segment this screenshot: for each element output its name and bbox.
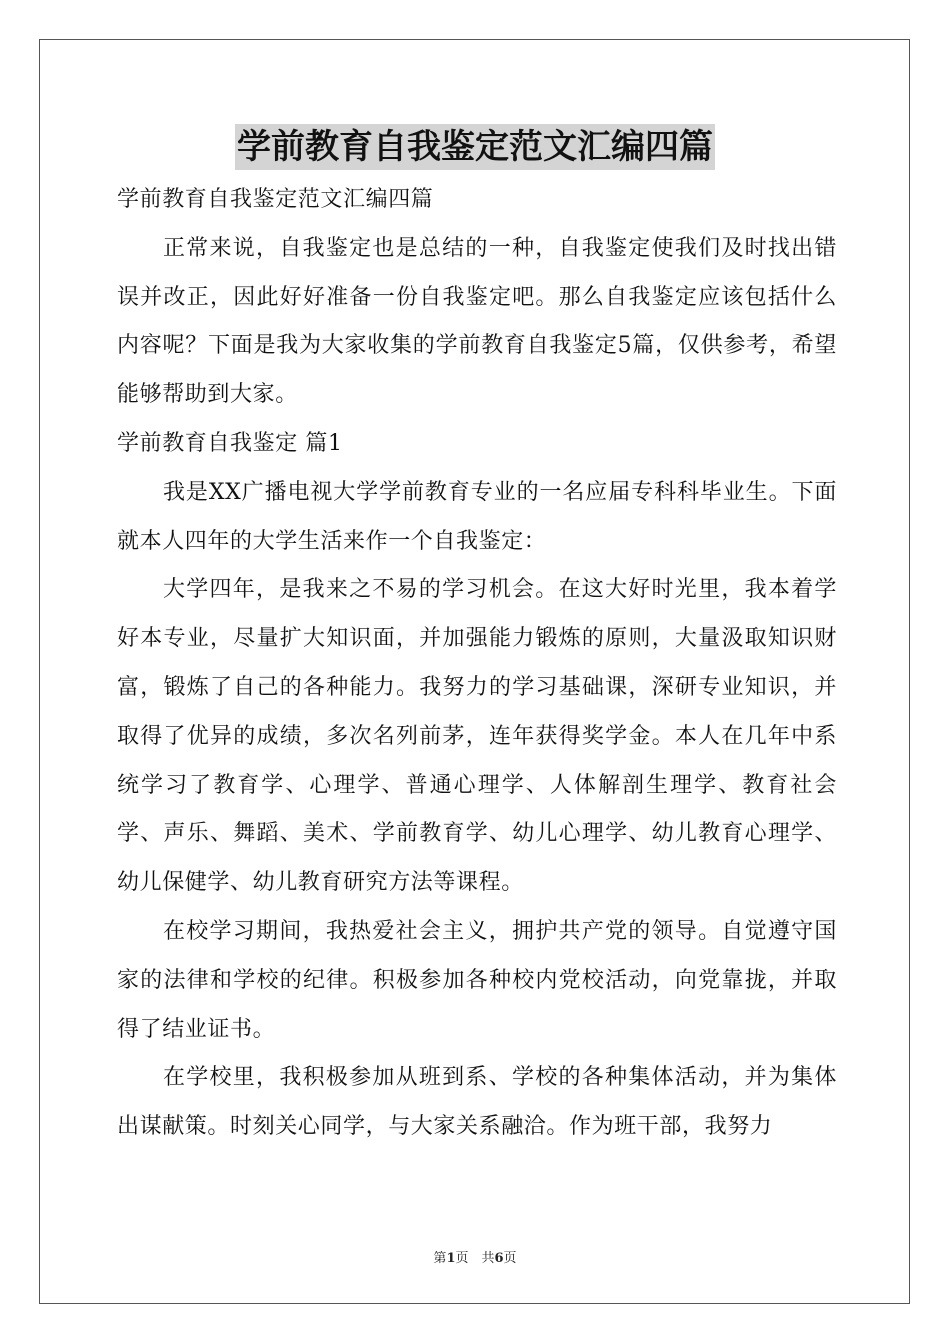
footer-page-suffix: 页 [503,1251,517,1266]
body-paragraph: 在校学习期间，我热爱社会主义，拥护共产党的领导。自觉遵守国家的法律和学校的纪律。积极参加各种校内党校活动，向党靠拢，并取得了结业证书。 [117,918,837,1042]
section-heading: 学前教育自我鉴定 篇1 [117,430,343,456]
document-title [0,124,950,170]
footer-page-total: 6 [494,1251,504,1266]
subtitle-paragraph: 学前教育自我鉴定范文汇编四篇 [117,187,434,212]
body-paragraph: 大学四年，是我来之不易的学习机会。在这大好时光里，我本着学好本专业，尽量扩大知识面，并加强能力锻炼的原则，大量汲取知识财富，锻炼了自己的各种能力。我努力的学习基础课，深研专业知识，并取得了优异的成绩，多次名列前茅，连年获得奖学金。本人在几年中系统学习了教育学、心理学、普通心理学、人体解剖生理学、教育社会学、声乐、舞蹈、美术、学前教育学、幼儿心理学、幼儿教育心理学、幼儿保健学、幼儿教育研究方法等课程。 [117,577,837,896]
footer-page-mid: 页 共 [455,1251,495,1266]
document-body [117,176,837,1152]
footer-page-prefix: 第 [433,1251,447,1266]
body-paragraph: 我是XX广播电视大学学前教育专业的一名应届专科科毕业生。下面就本人四年的大学生活来作一个自我鉴定： [117,479,837,554]
intro-paragraph: 正常来说，自我鉴定也是总结的一种，自我鉴定使我们及时找出错误并改正，因此好好准备一份自我鉴定吧。那么自我鉴定应该包括什么内容呢？下面是我为大家收集的学前教育自我鉴定5篇，仅供参考，希望能够帮助到大家。 [117,235,837,408]
page-footer [0,1247,950,1266]
document-title-text: 学前教育自我鉴定范文汇编四篇 [235,124,715,170]
body-paragraph: 在学校里，我积极参加从班到系、学校的各种集体活动，并为集体出谋献策。时刻关心同学，与大家关系融洽。作为班干部，我努力 [117,1065,837,1140]
footer-page-current: 1 [446,1251,456,1266]
